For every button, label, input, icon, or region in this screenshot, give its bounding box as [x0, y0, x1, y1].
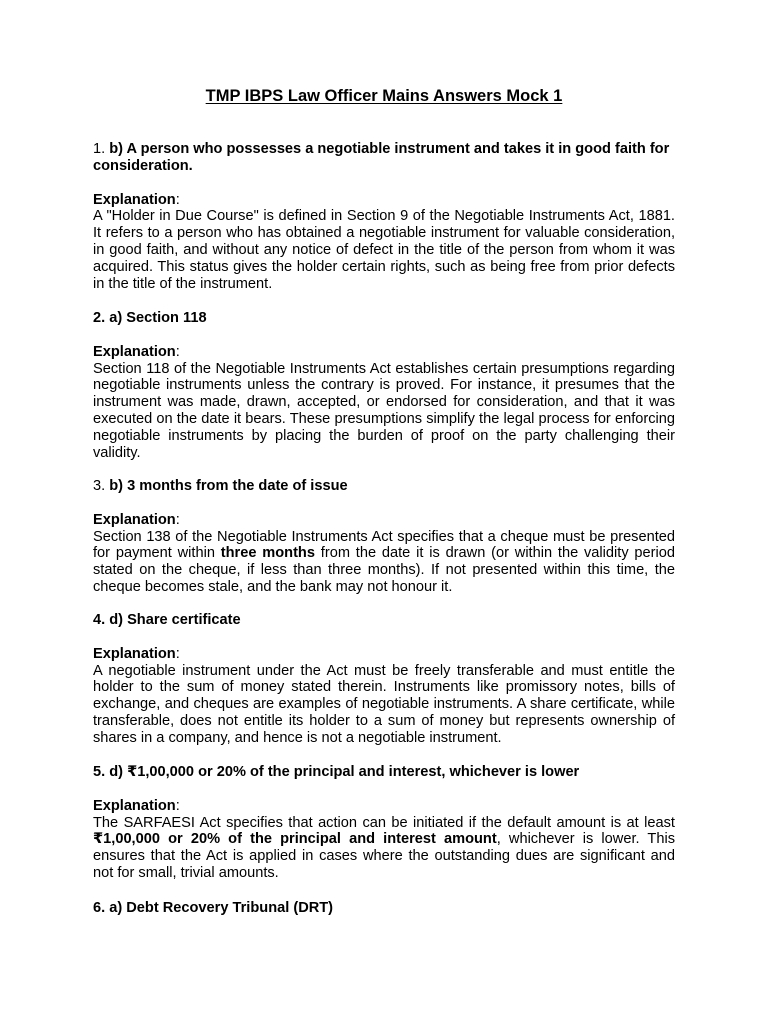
explanation-label: Explanation [93, 343, 176, 360]
answer-number: 3. [93, 478, 106, 494]
answer-number: 5. [93, 764, 106, 780]
explanation-text-part: The SARFAESI Act specifies that action can be initiated if the default amount is at least [93, 814, 675, 831]
answer-block-6 [93, 900, 675, 917]
explanation-heading: Explanation: [93, 343, 180, 360]
explanation-text-part: from the date it is drawn (or within the validity period stated on the cheque, if less than three months). If not presented within this time, the cheque becomes stale, and the bank may not honour it. [93, 545, 675, 595]
answer-number: 1. [93, 141, 106, 157]
explanation-text-part: , whichever is lower. This ensures that the Act is applied in cases where the outstanding dues are significant and not for small, trivial amounts. [93, 831, 675, 881]
explanation-label: Explanation [93, 797, 176, 814]
answer-block-2 [93, 310, 675, 461]
explanation-label: Explanation [93, 645, 176, 662]
explanation-heading: Explanation: [93, 645, 180, 662]
explanation-text: A negotiable instrument under the Act must be freely transferable and must entitle the holder to the sum of money stated therein. Instruments like promissory notes, bills of exchange, and cheques are examples of negotiable instruments. A share certificate, while transferable, does not entitle its holder to a sum of money but represents ownership of shares in a company, and hence is not a negotiable instrument. [93, 662, 675, 746]
explanation-heading: Explanation: [93, 511, 180, 528]
answer-line [93, 764, 675, 781]
explanation-label: Explanation [93, 511, 176, 528]
explanation-text [93, 815, 675, 882]
answer-text: a) Debt Recovery Tribunal (DRT) [109, 900, 334, 916]
answer-block-5 [93, 764, 675, 882]
explanation-emphasis: ₹1,00,000 or 20% of the principal and interest amount [93, 831, 497, 848]
answer-line [93, 141, 675, 175]
explanation-label: Explanation [93, 191, 176, 208]
answer-line [93, 310, 675, 327]
answer-line [93, 900, 675, 917]
explanation-text: Section 118 of the Negotiable Instruments Act establishes certain presumptions regarding negotiable instruments unless the contrary is proved. For instance, it presumes that the instrument was made, drawn, accepted, or endorsed for consideration, and that it was executed on the date it bears. These presumptions simplify the legal process for enforcing negotiable instruments by placing the burden of proof on the party challenging their validity. [93, 360, 675, 461]
explanation-emphasis: three months [220, 545, 315, 562]
page-title: TMP IBPS Law Officer Mains Answers Mock 1 [205, 87, 563, 105]
answer-text: b) A person who possesses a negotiable instrument and takes it in good faith for consideration. [93, 141, 670, 174]
answer-text: b) 3 months from the date of issue [109, 478, 348, 494]
answer-line [93, 612, 675, 629]
explanation-text: A "Holder in Due Course" is defined in Section 9 of the Negotiable Instruments Act, 1881. It refers to a person who has obtained a negotiable instrument for valuable consideration, in good faith, and without any notice of defect in the title of the person from whom it was acquired. This status gives the holder certain rights, such as being free from prior defects in the title of the instrument. [93, 208, 675, 292]
explanation-text [93, 529, 675, 596]
answer-block-4 [93, 612, 675, 747]
explanation-text-part: Section 138 of the Negotiable Instruments Act specifies that a cheque must be presented for payment within [93, 528, 675, 562]
answer-text: a) Section 118 [109, 310, 207, 326]
answer-text: d) ₹1,00,000 or 20% of the principal and interest, whichever is lower [109, 764, 580, 780]
answer-number: 6. [93, 900, 106, 916]
explanation-heading: Explanation: [93, 191, 180, 208]
answer-text: d) Share certificate [109, 612, 241, 628]
answer-block-3 [93, 478, 675, 596]
explanation-heading: Explanation: [93, 797, 180, 814]
answer-block-1 [93, 141, 675, 292]
answer-number: 4. [93, 612, 106, 628]
answer-number: 2. [93, 310, 106, 326]
answer-line [93, 478, 675, 495]
